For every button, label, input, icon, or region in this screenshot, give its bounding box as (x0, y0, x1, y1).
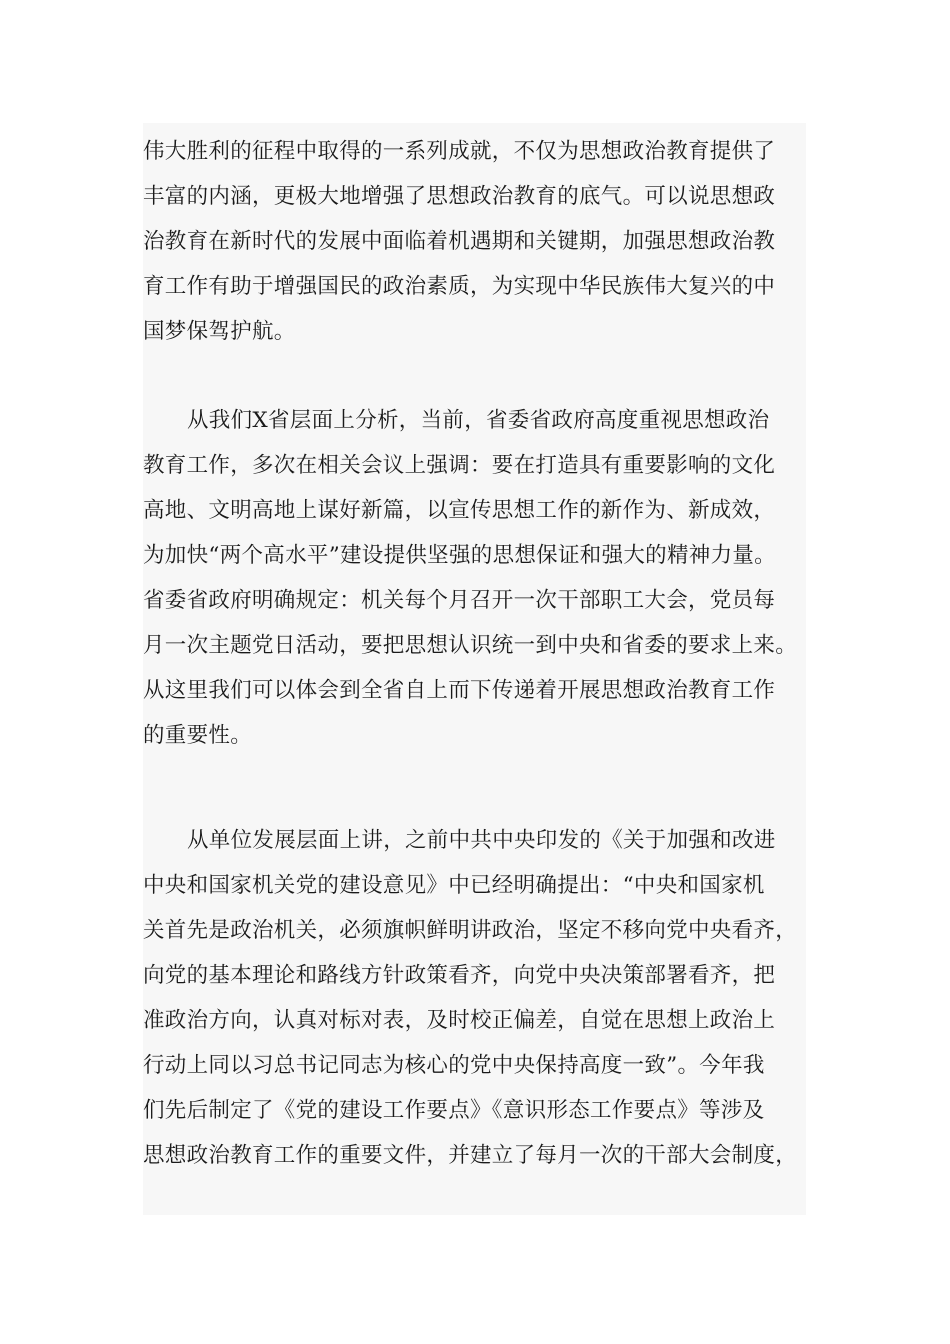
paragraph-2-line-7: 从这里我们可以体会到全省自上而下传递着开展思想政治教育工作 (143, 678, 776, 703)
paragraph-3-line-3: 关首先是政治机关，必须旗帜鲜明讲政治，坚定不移向党中央看齐， (143, 918, 798, 943)
paragraph-3-line-6: 行动上同以习总书记同志为核心的党中央保持高度一致”。今年我 (143, 1053, 765, 1078)
paragraph-2-line-3: 高地、文明高地上谋好新篇，以宣传思想工作的新作为、新成效， (143, 498, 776, 523)
paragraph-3-line-2: 中央和国家机关党的建设意见》中已经明确提出：“中央和国家机 (143, 873, 765, 898)
paragraph-2-line-2: 教育工作，多次在相关会议上强调：要在打造具有重要影响的文化 (143, 453, 776, 478)
paragraph-3-line-5: 准政治方向，认真对标对表，及时校正偏差，自觉在思想上政治上 (143, 1008, 776, 1033)
paragraph-2-line-8: 的重要性。 (143, 723, 253, 748)
paragraph-2-line-5: 省委省政府明确规定：机关每个月召开一次干部职工大会，党员每 (143, 588, 776, 613)
paragraph-2-line-6: 月一次主题党日活动，要把思想认识统一到中央和省委的要求上来。 (143, 633, 798, 658)
paragraph-1-line-2: 丰富的内涵，更极大地增强了思想政治教育的底气。可以说思想政 (143, 184, 776, 209)
paragraph-3-line-8: 思想政治教育工作的重要文件，并建立了每月一次的干部大会制度， (143, 1143, 798, 1168)
paragraph-1-line-1: 伟大胜利的征程中取得的一系列成就，不仅为思想政治教育提供了 (143, 139, 776, 164)
paragraph-1-line-4: 育工作有助于增强国民的政治素质，为实现中华民族伟大复兴的中 (143, 274, 776, 299)
paragraph-3-line-4: 向党的基本理论和路线方针政策看齐，向党中央决策部署看齐，把 (143, 963, 776, 988)
paragraph-1-line-3: 治教育在新时代的发展中面临着机遇期和关键期，加强思想政治教 (143, 229, 776, 254)
paragraph-1-line-5: 国梦保驾护航。 (143, 319, 296, 344)
paragraph-3-line-7: 们先后制定了《党的建设工作要点》《意识形态工作要点》等涉及 (143, 1098, 765, 1123)
paragraph-2-line-4: 为加快“两个高水平”建设提供坚强的思想保证和强大的精神力量。 (143, 543, 776, 568)
paragraph-3-line-1: 从单位发展层面上讲，之前中共中央印发的《关于加强和改进 (187, 828, 776, 853)
paragraph-2-line-1: 从我们X省层面上分析，当前，省委省政府高度重视思想政治 (187, 408, 770, 433)
